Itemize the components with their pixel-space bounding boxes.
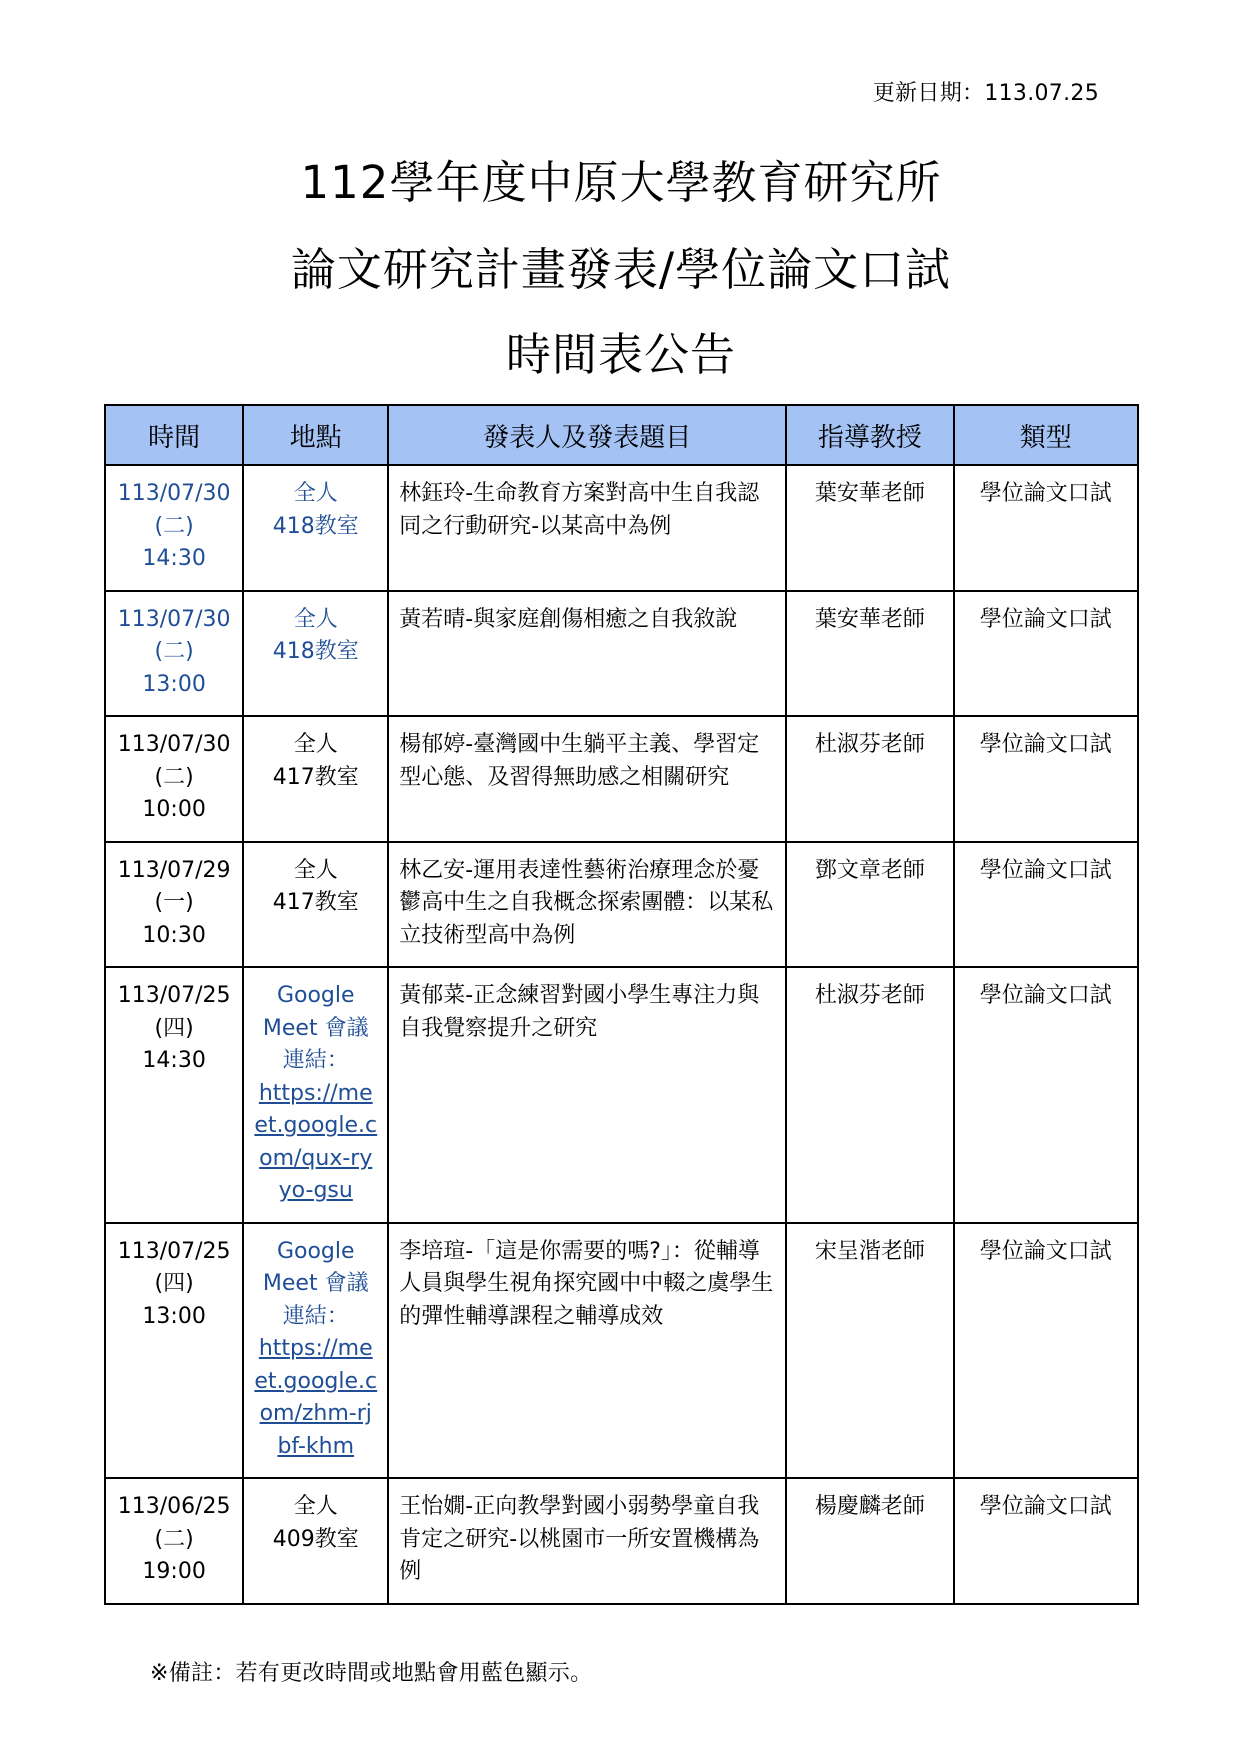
table-row: [105, 465, 1138, 591]
location-cell: [243, 465, 388, 591]
topic-cell: 林鈺玲-生命教育方案對高中生自我認同之行動研究-以某高中為例: [388, 465, 786, 591]
meet-label: Google Meet 會議連結：: [262, 1238, 369, 1329]
table-row: [105, 591, 1138, 717]
table-body: [105, 465, 1138, 1604]
room-text: 417教室: [272, 890, 359, 915]
advisor-cell: 鄧文章老師: [786, 842, 953, 968]
building-text: 全人: [293, 732, 338, 757]
advisor-cell: 杜淑芬老師: [786, 967, 953, 1223]
advisor-cell: 楊慶麟老師: [786, 1478, 953, 1604]
advisor-cell: 宋呈湝老師: [786, 1223, 953, 1479]
weekday-text: (一): [154, 890, 194, 915]
meet-link[interactable]: https://meet.google.com/qux-ryyo-gsu: [254, 1080, 378, 1203]
header-type: 類型: [954, 405, 1138, 465]
time-cell: [105, 1223, 243, 1479]
time-text: 10:30: [142, 922, 206, 948]
topic-cell: 黃若晴-與家庭創傷相癒之自我敘說: [388, 591, 786, 717]
advisor-cell: 葉安華老師: [786, 465, 953, 591]
room-text: 417教室: [272, 764, 359, 790]
date-text: 113/07/30: [117, 732, 231, 757]
building-text: 全人: [293, 481, 338, 506]
location-cell: [243, 967, 388, 1223]
date-text: 113/07/29: [117, 857, 231, 883]
location-cell: [243, 591, 388, 717]
advisor-cell: 葉安華老師: [786, 591, 953, 717]
page-title-line1: 112學年度中原大學教育研究所: [300, 156, 942, 209]
table-row: [105, 716, 1138, 842]
weekday-text: (二): [154, 639, 194, 664]
date-text: 113/07/30: [117, 481, 231, 506]
footnote: ※備註：若有更改時間或地點會用藍色顯示。: [150, 1661, 593, 1686]
building-text: 全人: [293, 606, 338, 632]
header-time: 時間: [105, 405, 243, 465]
schedule-table: [104, 404, 1139, 1605]
header-presenter-topic: 發表人及發表題目: [388, 405, 786, 465]
weekday-text: (四): [154, 1015, 194, 1041]
meet-label: Google Meet 會議連結：: [262, 983, 369, 1073]
advisor-cell: 杜淑芬老師: [786, 716, 953, 842]
room-text: 418教室: [272, 639, 359, 664]
time-text: 13:00: [142, 1303, 206, 1329]
type-cell: 學位論文口試: [954, 465, 1138, 591]
location-cell: [243, 1478, 388, 1604]
time-text: 14:30: [142, 546, 206, 571]
page-title-line3: 時間表公告: [505, 328, 736, 381]
meet-link[interactable]: https://meet.google.com/zhm-rjbf-khm: [254, 1336, 378, 1459]
date-text: 113/06/25: [117, 1494, 231, 1519]
time-text: 19:00: [142, 1559, 206, 1584]
building-text: 全人: [293, 1494, 338, 1519]
table-row: [105, 967, 1138, 1223]
header-advisor: 指導教授: [786, 405, 953, 465]
time-cell: [105, 591, 243, 717]
weekday-text: (四): [154, 1271, 194, 1296]
date-text: 113/07/30: [117, 606, 231, 632]
update-date: 更新日期：113.07.25: [872, 81, 1099, 106]
weekday-text: (二): [154, 513, 194, 539]
date-text: 113/07/25: [117, 1238, 231, 1264]
topic-cell: 林乙安-運用表達性藝術治療理念於憂鬱高中生之自我概念探索團體：以某私立技術型高中為例: [388, 842, 786, 968]
location-cell: [243, 1223, 388, 1479]
type-cell: 學位論文口試: [954, 1223, 1138, 1479]
time-cell: [105, 1478, 243, 1604]
time-text: 13:00: [142, 671, 206, 697]
topic-cell: 黃郁菜-正念練習對國小學生專注力與自我覺察提升之研究: [388, 967, 786, 1223]
topic-cell: 王怡嫺-正向教學對國小弱勢學童自我肯定之研究-以桃園市一所安置機構為例: [388, 1478, 786, 1604]
table-row: [105, 1478, 1138, 1604]
time-cell: [105, 967, 243, 1223]
time-cell: [105, 842, 243, 968]
topic-cell: 李培瑄-「這是你需要的嗎?」：從輔導人員與學生視角探究國中中輟之虞學生的彈性輔導課程之輔導成效: [388, 1223, 786, 1479]
table-row: [105, 1223, 1138, 1479]
building-text: 全人: [293, 857, 338, 883]
location-cell: [243, 842, 388, 968]
topic-cell: 楊郁婷-臺灣國中生躺平主義、學習定型心態、及習得無助感之相關研究: [388, 716, 786, 842]
time-text: 10:00: [142, 797, 206, 822]
date-text: 113/07/25: [117, 983, 231, 1008]
time-cell: [105, 716, 243, 842]
weekday-text: (二): [154, 1526, 194, 1552]
time-text: 14:30: [142, 1048, 206, 1073]
table-row: [105, 842, 1138, 968]
page-title-line2: 論文研究計畫發表/學位論文口試: [290, 243, 952, 296]
table-header-row: [105, 405, 1138, 465]
type-cell: 學位論文口試: [954, 716, 1138, 842]
room-text: 418教室: [272, 513, 359, 539]
type-cell: 學位論文口試: [954, 1478, 1138, 1604]
time-cell: [105, 465, 243, 591]
weekday-text: (二): [154, 764, 194, 790]
room-text: 409教室: [272, 1526, 359, 1552]
location-cell: [243, 716, 388, 842]
header-location: 地點: [243, 405, 388, 465]
type-cell: 學位論文口試: [954, 591, 1138, 717]
type-cell: 學位論文口試: [954, 967, 1138, 1223]
type-cell: 學位論文口試: [954, 842, 1138, 968]
